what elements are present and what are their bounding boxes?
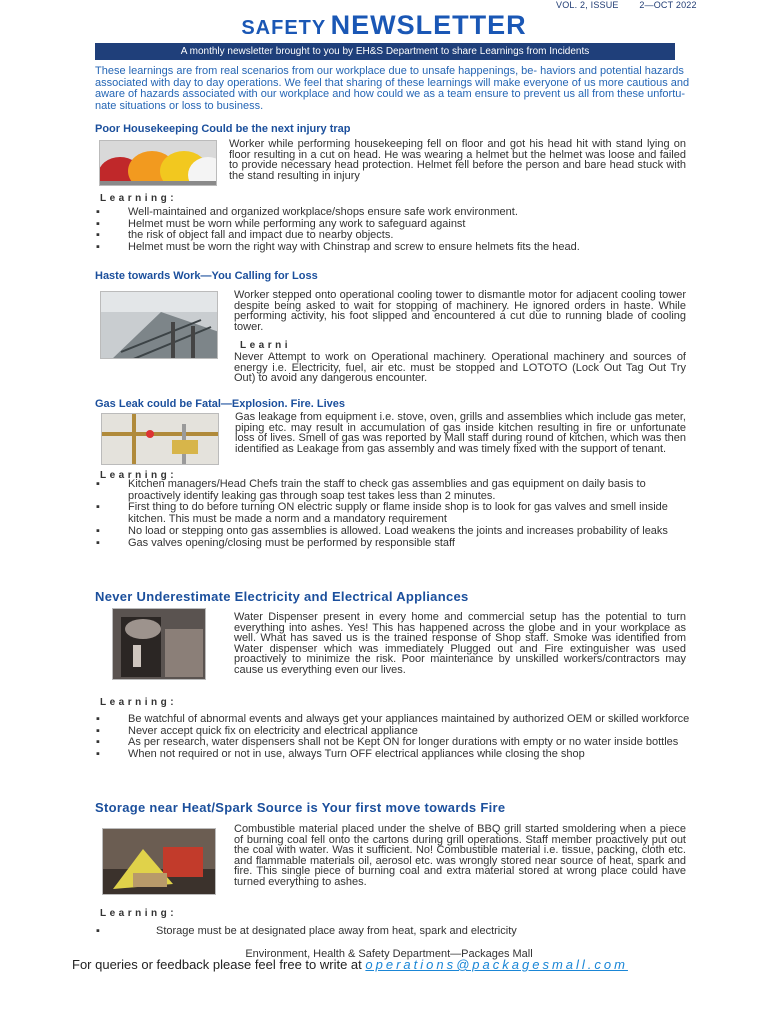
list-item: ▪ Well-maintained and organized workplace/shops ensure safe work environment. bbox=[96, 206, 518, 218]
list-item: ▪ the risk of object fall and impact due to nearby objects. bbox=[96, 229, 394, 242]
banner: A monthly newsletter brought to you by EH&S Department to share Learnings from Incidents bbox=[95, 43, 675, 60]
list-item: ▪ Gas valves opening/closing must be performed by responsible staff bbox=[96, 536, 455, 549]
helmets-photo bbox=[99, 140, 217, 186]
list-item: ▪ Helmet must be worn the right way with Chinstrap and screw to ensure helmets fits the head. bbox=[96, 241, 580, 254]
section-body-electricity: Water Dispenser present in every home and commercial setup has the potential to turn everything into ashes. Yes! This has happened across the globe and in your workplace as well. What has saved us is the trained response of Shop staff. Smoke was identified from Water dispenser which was immediately Plugged out and Fire extinguisher was used proactively to minimize the risk. Poor maintenance by unskilled workers/contractors may cause us everything even our lives. bbox=[234, 611, 686, 676]
bbq-storage-photo bbox=[102, 828, 216, 895]
section-title-housekeeping: Poor Housekeeping Could be the next injury trap bbox=[95, 123, 351, 135]
learning-text-haste: Never Attempt to work on Operational machinery. Operational machinery and sources of energy i.e. Electricity, fuel, air etc. must be stopped and LOTOTO (Lock Out Tag Out Try Out) to avoid any dangerous encounter. bbox=[234, 351, 686, 384]
list-item: ▪ First thing to do before turning ON electric supply or flame inside shop is to look for gas valves and smell inside kitchen. This must be made a norm and a mandatory requirement bbox=[96, 501, 668, 526]
gas-pipes-image bbox=[102, 414, 219, 465]
footer-department: Environment, Health & Safety Department—Packages Mall bbox=[245, 948, 533, 960]
bullet-list-storage bbox=[96, 926, 696, 938]
section-title-storage: Storage near Heat/Spark Source is Your first move towards Fire bbox=[95, 800, 506, 815]
section-body-gas-leak: Gas leakage from equipment i.e. stove, oven, grills and assemblies which include gas meter, piping etc. may result in accumulation of gas inside kitchen resulting in fire or unfortunate loss of lives. Smell of gas was reported by Mall staff during round of kitchen, which was then identified as Leakage from gas assembly and was timely fixed with the support of tenant. bbox=[235, 411, 686, 455]
bullet-list-housekeeping bbox=[96, 207, 696, 254]
list-item: ▪ No load or stepping onto gas assemblies is allowed. Load weakens the joints and increases probability of leaks bbox=[96, 524, 668, 537]
section-title-gas-leak: Gas Leak could be Fatal—Explosion. Fire. Lives bbox=[95, 398, 346, 410]
bullet-icon: ▪ bbox=[96, 524, 100, 537]
newsletter-title bbox=[0, 10, 768, 41]
list-item: ▪ As per research, water dispensers shall not be Kept ON for longer durations with empty or no water inside bottles bbox=[96, 736, 679, 749]
footer-contact bbox=[72, 959, 692, 971]
section-body-storage: Combustible material placed under the shelve of BBQ grill started smoldering when a piece of burning coal fell onto the cartons during grill operations. Staff member proactively put out the coal with water. Was it sufficient. No! Combustible material i.e. tissue, packing, cloth etc. and flammable materials oil, aerosol etc. was wrongly stored near source of heat, spark and fire. This single piece of burning coal and extra material stored at wrong place could have turned everything to ashes. bbox=[234, 823, 686, 888]
bullet-list-electricity bbox=[96, 714, 696, 761]
intro-text: These learnings are from real scenarios from our workplace due to unsafe happenings, be- haviors and potential hazards associated with day to day operations. We feel that sharing of these learnings will make everyone of us more cautious and aware of hazards associated with our workplace and how could we as a team ensure to prevent us all from these unfortu- nate situations or loss to business. bbox=[95, 65, 690, 112]
contact-prefix: For queries or feedback please feel free to write at bbox=[72, 957, 366, 972]
bbq-storage-image bbox=[103, 829, 216, 895]
bullet-icon: ▪ bbox=[96, 536, 100, 549]
learning-label-electricity: Learning: bbox=[100, 697, 178, 708]
learning-label-storage: Learning: bbox=[100, 908, 178, 919]
contact-email-link[interactable]: operations@packagesmall.com bbox=[365, 957, 628, 972]
gas-pipes-photo bbox=[101, 413, 219, 465]
bullet-icon: ▪ bbox=[96, 229, 100, 242]
list-item: ▪ Never accept quick fix on electricity and electrical appliance bbox=[96, 724, 418, 737]
water-dispenser-image bbox=[113, 609, 206, 680]
section-body-housekeeping: Worker while performing housekeeping fell on floor and got his head hit with stand lying on floor resulting in a cut on head. He was wearing a helmet but the helmet was loose and failed to provide necessary head protection. Helmet fell before the person and bare head stuck with the stand resulting in injury bbox=[229, 138, 686, 182]
bullet-icon: ▪ bbox=[96, 478, 100, 490]
issue-line bbox=[556, 0, 715, 10]
title-safety: SAFETY bbox=[241, 17, 327, 39]
learning-label-gas-leak: Learning: bbox=[100, 470, 178, 481]
bullet-list-gas-leak bbox=[96, 479, 696, 549]
list-item: ▪ When not required or not in use, always Turn OFF electrical appliances while closing the shop bbox=[96, 748, 585, 761]
list-item: ▪ Be watchful of abnormal events and always get your appliances maintained by authorized OEM or skilled workforce bbox=[96, 713, 690, 725]
list-item: ▪ Helmet must be worn while performing any work to safeguard against bbox=[96, 217, 466, 230]
issue-date: 2—OCT 2022 bbox=[639, 0, 697, 10]
bullet-icon: ▪ bbox=[96, 925, 100, 937]
list-item: ▪ Kitchen managers/Head Chefs train the staff to check gas assemblies and gas equipment on daily basis to proactively identify leaking gas through soap test takes less than 2 minutes. bbox=[96, 478, 646, 502]
bullet-icon: ▪ bbox=[96, 748, 100, 761]
bullet-icon: ▪ bbox=[96, 713, 100, 725]
volume-label: VOL. 2, ISSUE bbox=[556, 0, 619, 10]
list-item: ▪ Storage must be at designated place away from heat, spark and electricity bbox=[96, 925, 517, 937]
section-title-electricity: Never Underestimate Electricity and Electrical Appliances bbox=[95, 589, 469, 604]
bullet-icon: ▪ bbox=[96, 501, 100, 514]
bullet-icon: ▪ bbox=[96, 206, 100, 218]
helmets-image bbox=[100, 141, 217, 186]
bullet-icon: ▪ bbox=[96, 217, 100, 230]
learning-label-housekeeping: Learning: bbox=[100, 193, 178, 204]
cooling-tower-photo bbox=[100, 291, 218, 359]
cooling-tower-image bbox=[101, 292, 218, 359]
bullet-icon: ▪ bbox=[96, 241, 100, 254]
section-body-haste: Worker stepped onto operational cooling tower to dismantle motor for adjacent cooling tower despite being asked to wait for stopping of machinery. He ignored orders in haste. While performing activity, his foot slipped and encountered a cut due to running blade of cooling tower. bbox=[234, 289, 686, 333]
title-newsletter: NEWSLETTER bbox=[330, 10, 527, 40]
bullet-icon: ▪ bbox=[96, 736, 100, 749]
learning-label-haste: Learni bbox=[240, 340, 292, 351]
water-dispenser-photo bbox=[112, 608, 206, 680]
bullet-icon: ▪ bbox=[96, 724, 100, 737]
section-title-haste: Haste towards Work—You Calling for Loss bbox=[95, 270, 318, 282]
